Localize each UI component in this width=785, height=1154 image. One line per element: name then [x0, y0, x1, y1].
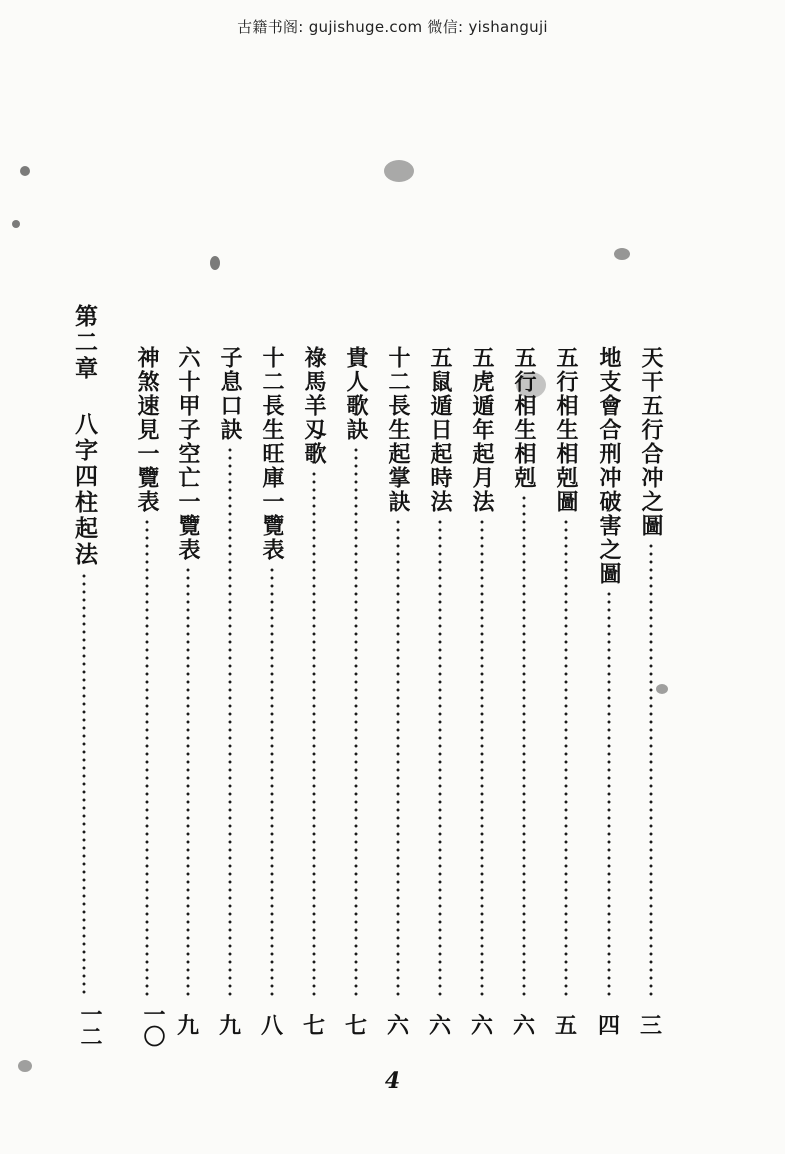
toc-page-number: 六 — [386, 1013, 409, 1039]
dot-leader — [145, 518, 149, 998]
toc-page-number: 一〇 — [140, 1003, 166, 1047]
toc-entry-title: 五行相生相剋圖 — [553, 346, 579, 514]
dot-leader — [228, 446, 232, 998]
toc-page-number: 九 — [176, 1013, 199, 1039]
dot-leader — [354, 446, 358, 998]
dot-leader — [396, 518, 400, 998]
toc-entry[interactable] — [595, 346, 623, 998]
page-number: 4 — [384, 1068, 401, 1094]
dot-leader — [522, 494, 526, 998]
toc-entry-title: 十二長生旺庫一覽表 — [259, 346, 285, 562]
toc-page-number: 三 — [639, 1013, 662, 1039]
dot-leader — [186, 566, 190, 998]
dot-leader — [82, 572, 86, 998]
toc-entry[interactable] — [300, 346, 328, 998]
dot-leader — [312, 470, 316, 998]
toc-page-number: 六 — [470, 1013, 493, 1039]
dot-leader — [270, 566, 274, 998]
toc-entry-title: 十二長生起掌訣 — [385, 346, 411, 514]
toc-entry-title: 天干五行合冲之圖 — [638, 346, 664, 538]
dot-leader — [480, 518, 484, 998]
toc-entry-title: 神煞速見一覽表 — [134, 346, 160, 514]
toc-entry-title: 五鼠遁日起時法 — [427, 346, 453, 514]
toc-entry[interactable] — [216, 346, 244, 998]
toc-entry[interactable] — [174, 346, 202, 998]
toc-entry[interactable] — [342, 346, 370, 998]
toc-page-number: 六 — [428, 1013, 451, 1039]
dot-leader — [564, 518, 568, 998]
toc-entry[interactable] — [552, 346, 580, 998]
dot-leader — [438, 518, 442, 998]
ink-blot — [614, 248, 630, 260]
toc-page-number: 五 — [554, 1013, 577, 1039]
ink-blot — [12, 220, 20, 228]
ink-blot — [384, 160, 414, 182]
toc-entry[interactable] — [468, 346, 496, 998]
toc-page-number: 九 — [218, 1013, 241, 1039]
ink-blot — [210, 256, 220, 270]
toc-entry[interactable] — [384, 346, 412, 998]
toc-page-number: 七 — [344, 1013, 367, 1039]
toc-entry-title: 五虎遁年起月法 — [469, 346, 495, 514]
chapter-title: 八字四柱起法 — [71, 412, 98, 568]
toc-page-number: 六 — [512, 1013, 535, 1039]
toc-entry-title: 地支會合刑冲破害之圖 — [596, 346, 622, 586]
toc-entry[interactable] — [258, 346, 286, 998]
dot-leader — [607, 590, 611, 998]
dot-leader — [649, 542, 653, 998]
chapter-heading[interactable] — [70, 304, 98, 998]
toc-entry[interactable] — [133, 346, 161, 998]
toc-entry-title: 貴人歌訣 — [343, 346, 369, 442]
toc-page-number: 七 — [302, 1013, 325, 1039]
toc-entry-title: 六十甲子空亡一覽表 — [175, 346, 201, 562]
toc-entry-title: 祿馬羊刄歌 — [301, 346, 327, 466]
toc-entry-title: 五行相生相剋 — [511, 346, 537, 490]
toc-entry-title: 子息口訣 — [217, 346, 243, 442]
ink-blot — [20, 166, 30, 176]
watermark: 古籍书阁: gujishuge.com 微信: yishanguji — [237, 18, 548, 36]
chapter-label: 第二章 — [71, 304, 98, 382]
toc-entry[interactable] — [637, 346, 665, 998]
toc-page-number: 四 — [597, 1013, 620, 1039]
toc-entry[interactable] — [426, 346, 454, 998]
toc-page-number: 八 — [260, 1013, 283, 1039]
toc-page-number: 一二 — [77, 1003, 103, 1047]
toc-entry[interactable] — [510, 346, 538, 998]
